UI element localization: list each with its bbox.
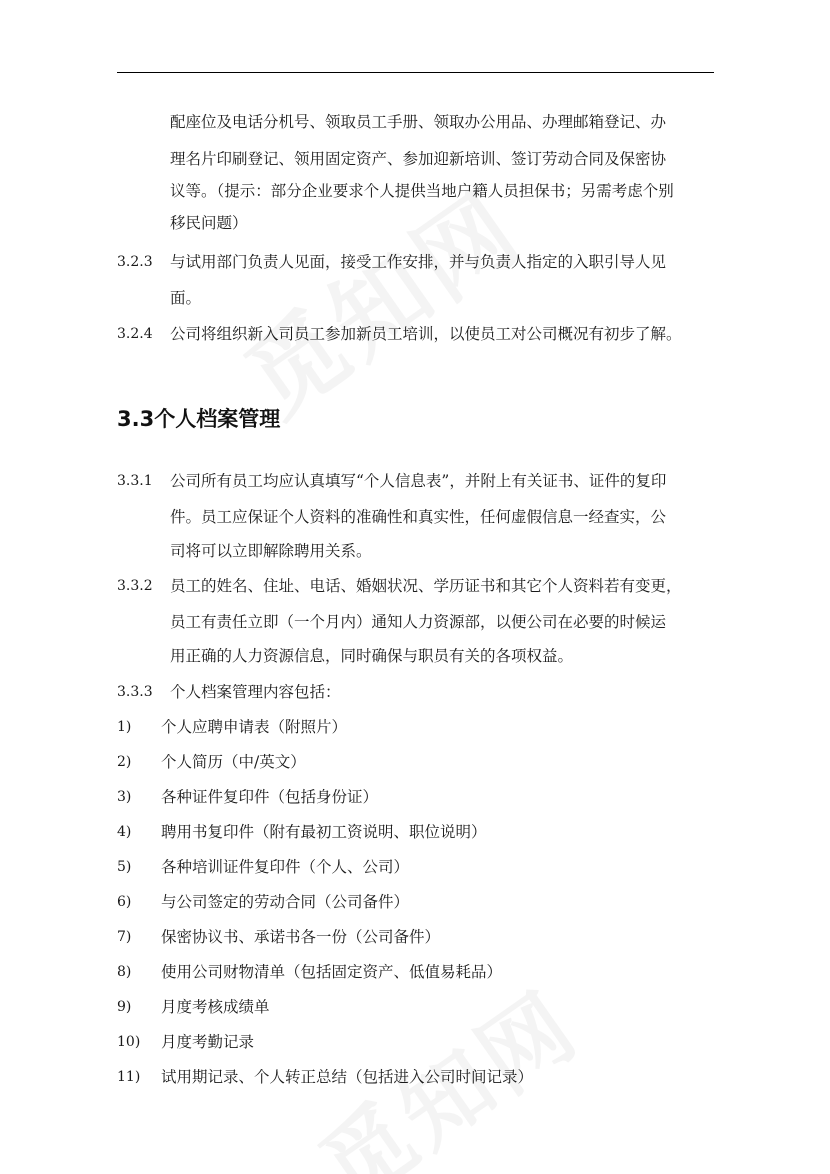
list-item-number: 7) — [117, 929, 132, 945]
list-item: 与公司签定的劳动合同（公司备件） — [161, 893, 410, 911]
item-number-3-3-3: 3.3.3 — [117, 684, 153, 700]
header-rule — [117, 72, 714, 73]
list-item: 各种培训证件复印件（个人、公司） — [161, 858, 410, 876]
intro-line: 议等。（提示：部分企业要求个人提供当地户籍人员担保书；另需考虑个别 — [170, 182, 674, 200]
item-3-3-2-line: 用正确的人力资源信息，同时确保与职员有关的各项权益。 — [170, 647, 574, 665]
intro-line: 移民问题） — [170, 214, 248, 232]
list-item-number: 6) — [117, 894, 132, 910]
list-item-number: 2) — [117, 754, 132, 770]
item-number-3-2-4: 3.2.4 — [117, 326, 153, 342]
item-3-3-2-line: 员工有责任立即（一个月内）通知人力资源部，以便公司在必要的时候运 — [170, 613, 667, 631]
list-item-number: 8) — [117, 964, 132, 980]
list-item-number: 10) — [117, 1034, 141, 1050]
list-item-number: 5) — [117, 859, 132, 875]
list-item: 个人简历（中/英文） — [161, 753, 306, 771]
list-item: 各种证件复印件（包括身份证） — [161, 788, 379, 806]
item-3-3-1-line: 公司所有员工均应认真填写“个人信息表”，并附上有关证书、证件的复印 — [170, 472, 667, 490]
list-item: 试用期记录、个人转正总结（包括进入公司时间记录） — [161, 1068, 534, 1086]
item-number-3-2-3: 3.2.3 — [117, 254, 153, 270]
item-number-3-3-1: 3.3.1 — [117, 473, 153, 489]
list-item: 聘用书复印件（附有最初工资说明、职位说明） — [161, 823, 487, 841]
item-3-2-3-line: 与试用部门负责人见面，接受工作安排，并与负责人指定的入职引导人见 — [170, 253, 667, 271]
list-item-number: 3) — [117, 789, 132, 805]
item-3-3-1-line: 件。员工应保证个人资料的准确性和真实性，任何虚假信息一经查实，公 — [170, 508, 667, 526]
watermark-text-lower — [290, 955, 600, 1174]
item-3-2-4-line: 公司将组织新入司员工参加新员工培训，以使员工对公司概况有初步了解。 — [170, 325, 682, 343]
list-item: 月度考勤记录 — [161, 1033, 255, 1051]
item-number-3-3-2: 3.3.2 — [117, 578, 153, 594]
intro-line: 配座位及电话分机号、领取员工手册、领取办公用品、办理邮箱登记、办 — [170, 113, 667, 131]
list-item-number: 11) — [117, 1069, 141, 1085]
list-item: 保密协议书、承诺书各一份（公司备件） — [161, 928, 441, 946]
list-item-number: 4) — [117, 824, 132, 840]
list-item-number: 1) — [117, 719, 132, 735]
item-3-3-3-line: 个人档案管理内容包括： — [170, 683, 341, 701]
item-3-3-2-line: 员工的姓名、住址、电话、婚姻状况、学历证书和其它个人资料若有变更， — [170, 577, 682, 595]
list-item: 使用公司财物清单（包括固定资产、低值易耗品） — [161, 963, 503, 981]
item-3-3-1-line: 司将可以立即解除聘用关系。 — [170, 542, 372, 560]
section-heading: 3.3个人档案管理 — [117, 407, 281, 431]
intro-line: 理名片印刷登记、领用固定资产、参加迎新培训、签订劳动合同及保密协 — [170, 150, 667, 168]
item-3-2-3-line: 面。 — [170, 289, 202, 307]
list-item-number: 9) — [117, 999, 132, 1015]
list-item: 个人应聘申请表（附照片） — [161, 718, 348, 736]
list-item: 月度考核成绩单 — [161, 998, 270, 1016]
